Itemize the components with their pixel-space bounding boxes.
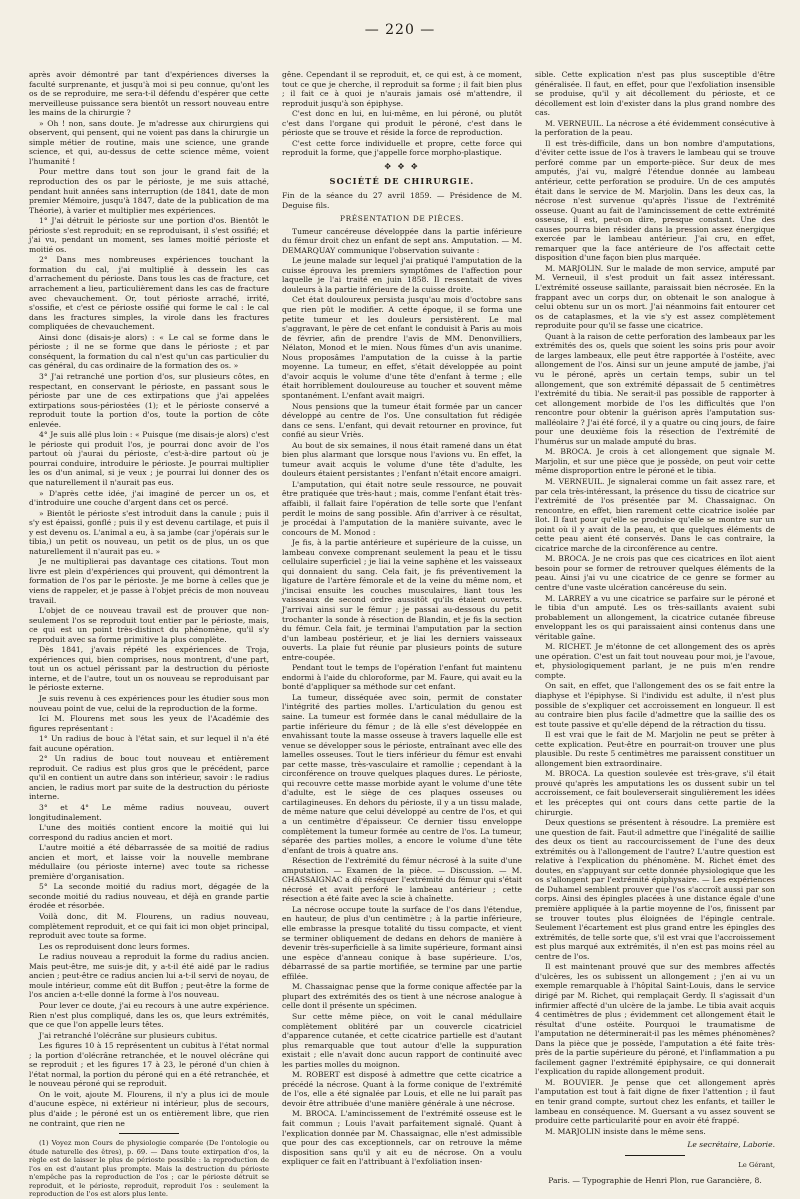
case-heading: Tumeur cancéreuse développée dans la partie inférieure du fémur droit chez un enfant de sept ans. Amputation. — M. DEMARQUAY communique l'observation suivante : <box>282 226 522 255</box>
paragraph: Je fis, à la partie antérieure et supérieure de la cuisse, un lambeau convexe comprenant seulement la peau et le tissu cellulaire superficiel ; je liai la veine saphène et les vaisseaux qui donnaient du sang. Cela fait, je fis préventivement la ligature de l'artère fémorale et de la veine du même nom, et j'incisai ensuite les couches musculaires, liant tous les vaisseaux de second ordre aussitôt qu'ils étaient ouverts. J'arrivai ainsi sur le fémur ; je passai au-dessous du petit trochanter la sonde à résection de Blandin, et je fis la section du fémur. Cela fait, je terminai l'amputation par la section d'un lambeau postérieur, et je liai les derniers vaisseaux ouverts. La plaie fut réunie par plusieurs points de suture entre-coupée. <box>282 538 522 662</box>
paragraph: M. BOUVIER. Je pense que cet allongement après l'amputation est tout à fait digne de fixer l'attention ; il faut en tenir grand compte, surtout chez les enfants, et tailler le lambeau en conséquence. M. Guersant a vu assez souvent se produire cette particularité pour en avoir été frappé. <box>535 1077 775 1126</box>
paragraph: Je ne multiplierai pas davantage ces citations. Tout mon livre est plein d'expériences qui prouvent, qui démontrent la formation de l'os par le périoste. Je me borne à celles que je viens de rappeler, et je passe à l'objet précis de mon nouveau travail. <box>29 557 269 605</box>
separator-rule <box>625 1155 685 1156</box>
paragraph: Il est très-difficile, dans un bon nombre d'amputations, d'éviter cette issue de l'os à travers le lambeau qui se trouve perforé comme par un emporte-pièce. Sur deux de mes amputés, j'ai vu, malgré l'étendue donnée au lambeau antérieur, cette perforation se produire. Un de ces amputés était dans le service de M. Marjolin. Dans les deux cas, la nécrose n'est survenue qu'après l'issue de l'extrémité osseuse. Quant au fait de l'amincissement de cette extrémité osseuse, il est, peut-on dire, presque constant. Une des causes pourra bien résider dans la pression assez énergique exercée par le lambeau antérieur. J'ai cru, en effet, remarquer que la face antérieure de l'os affectait cette disposition d'une façon bien plus marquée. <box>535 138 775 263</box>
paragraph: 2° Un radius de bouc tout nouveau et entièrement reproduit. Ce radius est plus gros que le précédent, parce qu'il en contient un autre dans son intérieur, savoir : le radius ancien, le radius mort par suite de la destruction du périoste interne. <box>29 754 269 802</box>
paragraph: M. MARJOLIN. Sur le malade de mon service, amputé par M. Verneuil, il s'est produit un fait assez intéressant. L'extrémité osseuse saillante, paraissait bien nécrosée. En la frappant avec un corps dur, on obtenait le son analogue à celui obtenu sur un os mort. J'ai néanmoins fait entourer cet os de cataplasmes, et la vie s'y est assez complètement reproduite pour qu'il se fasse une cicatrice. <box>535 263 775 331</box>
paragraph: La tumeur, disséquée avec soin, permit de constater l'intégrité des parties molles. L'articulation du genou est saine. La tumeur est formée dans le canal médullaire de la partie inférieure du fémur ; de là elle s'est développée en envahissant toute la masse osseuse à travers laquelle elle est venue se développer sous le périoste, entraînant avec elle des lamelles osseuses. Tout le tiers inférieur du fémur est envahi par cette masse, très-vasculaire et ramollie ; cependant à la circonférence on trouve quelques plaques dures. Le périoste, qui recouvre cette masse morbide ayant le volume d'une tête d'adulte, est le siège de ces plaques osseuses ou cartilagineuses. En dehors du périoste, il y a un tissu malade, de même nature que celui développé au centre de l'os, et qui a un centimètre d'épaisseur. Ce dernier tissu enveloppe complètement la tumeur formée au centre de l'os. La tumeur, séparée des parties molles, a encore le volume d'une tête d'enfant de trois à quatre ans. <box>282 692 522 855</box>
paragraph: L'une des moitiés contient encore la moitié qui lui correspond du radius ancien et mort. <box>29 823 269 842</box>
secretary-signature: Le secrétaire, Laborie. <box>687 1140 775 1150</box>
paragraph: M. MARJOLIN insiste dans le même sens. <box>545 1126 706 1136</box>
paragraph: Ici M. Flourens met sous les yeux de l'Académie des figures représentant : <box>29 714 269 733</box>
paragraph: Au bout de six semaines, il nous était ramené dans un état bien plus alarmant que lorsque nous l'avions vu. En effet, la tumeur avait acquis le volume d'une tête d'adulte, les douleurs étaient persistantes ; l'enfant n'était encore amaigri. <box>282 440 522 479</box>
paragraph: M. BROCA. Je crois à cet allongement que signale M. Marjolin, et sur une pièce que je possède, on peut voir cette même disproportion entre le péroné et le tibia. <box>535 447 775 476</box>
ornament-divider: ✥ ✥ ✥ <box>384 161 420 171</box>
column-right <box>535 70 775 1186</box>
paragraph: L'objet de ce nouveau travail est de prouver que non-seulement l'os se reproduit tout entier par le périoste, mais, ce qui est un point très-distinct du phénomène, qu'il s'y reproduit avec sa forme primitive la plus complète. <box>29 606 269 644</box>
paragraph: On sait, en effet, que l'allongement des os se fait entre la diaphyse et l'épiphyse. Si l'individu est adulte, il n'est plus possible de s'expliquer cet accroissement en longueur. Il est au contraire bien plus facile d'admettre que la saillie des os est toute passive et qu'elle dépend de la rétraction du tissu. <box>535 681 775 729</box>
case-heading: Résection de l'extrémité du fémur nécrosé à la suite d'une amputation. — Examen de la pièce. — Discussion. — M. CHASSAIGNAC a dû réséquer l'extrémité du fémur qui s'était nécrosé et avait perforé le lambeau antérieur ; cette résection a été faite avec la scie à chaînette. <box>282 856 522 904</box>
column-middle <box>282 70 522 1167</box>
paragraph: M. BROCA. L'amincissement de l'extrémité osseuse est le fait commun ; Louis l'avait parfaitement signalé. Quant à l'explication donnée par M. Chassaignac, elle n'est admissible que pour des cas exceptionnels, car on retrouve la même disposition sans qu'il y ait eu de nécrose. On a voulu expliquer ce fait en l'attribuant à l'exfoliation insen- <box>282 1109 522 1167</box>
paragraph: Il est maintenant prouvé que sur des membres affectés d'ulcères, les os subissent un allongement ; j'en ai vu un exemple remarquable à l'hôpital Saint-Louis, dans le service dirigé par M. Richet, qui remplaçait Gerdy. Il s'agissait d'un infirmier affecté d'un ulcère de la jambe. Le tibia avait acquis 4 centimètres de plus ; évidemment cet allongement était le résultat d'une ostéite. Pourquoi le traumatisme de l'amputation ne déterminerait-il pas les mêmes phénomènes? Dans la pièce que je possède, l'amputation a été faite très-près de la partie supérieure du péroné, et l'inflammation a pu facilement gagner l'extrémité épiphysaire, ce qui donnerait l'explication du rapide allongement produit. <box>535 962 775 1077</box>
paragraph: » D'après cette idée, j'ai imaginé de percer un os, et d'introduire une couche d'argent dans cet os percé. <box>29 488 269 508</box>
paragraph: On le voit, ajoute M. Flourens, il n'y a plus ici de moule d'aucune espèce, ni extérieur ni intérieur, plus de secours, plus d'aide ; le péroné est un os entièrement libre, que rien ne contraint, que rien ne <box>29 1089 269 1128</box>
paragraph: » Oh ! non, sans doute. Je m'adresse aux chirurgiens qui observent, qui pensent, qui ne voient pas dans la chirurgie un simple métier de routine, mais une science, une grande science, et qui, au-dessus de cette science même, voient l'humanité ! <box>29 118 269 166</box>
paragraph: M. VERNEUIL. Je signalerai comme un fait assez rare, et par cela très-intéressant, la présence du tissu de cicatrice sur l'extrémité de l'os présentée par M. Chassaignac. On rencontre, en effet, bien rarement cette cicatrice isolée par îlot. Il faut pour qu'elle se produise qu'elle se montre sur un point où il y avait de la peau, et que quelques éléments de cette peau aient été conservés. Dans le cas contraire, la cicatrice marche de la circonférence au centre. <box>535 476 775 553</box>
paragraph: La nécrose occupe toute la surface de l'os dans l'étendue, en hauteur, de plus d'un centimètre ; à la partie inférieure, elle embrasse la presque totalité du tissu compacte, et vient se terminer obliquement de dedans en dehors de manière à devenir très-superficielle à sa limite supérieure, formant ainsi une espèce d'anneau conique à base supérieure. L'os, débarrassé de sa partie mortifiée, se termine par une partie effilée. <box>282 904 522 981</box>
paragraph: M. Chassaignac pense que la forme conique affectée par la plupart des extrémités des os tient à une nécrose analogue à celle dont il présente un spécimen. <box>282 982 522 1011</box>
paragraph: Pour lever ce doute, j'ai eu recours à une autre expérience. Rien n'est plus compliqué, dans les os, que leurs extrémités, que ce que l'on appelle leurs têtes. <box>29 1000 269 1030</box>
paragraph: Voilà donc, dit M. Flourens, un radius nouveau, complètement reproduit, et ce qui fait ici mon objet principal, reproduit avec toute sa forme. <box>29 912 269 941</box>
paragraph: M. VERNEUIL. La nécrose a été évidemment consécutive à la perforation de la peau. <box>535 118 775 138</box>
paragraph: L'amputation, qui était notre seule ressource, ne pouvait être pratiquée que très-haut ; mais, comme l'enfant était très-affaibli, il fallait faire l'opération de telle sorte que l'enfant perdît le moins de sang possible. Afin d'arriver à ce résultat, je procédai à l'amputation de la manière suivante, avec le concours de M. Monod : <box>282 479 522 537</box>
gerant-label: Le Gérant, <box>738 1160 775 1169</box>
paragraph: 2° Dans mes nombreuses expériences touchant la formation du cal, j'ai multiplié à dessein les cas d'arrachement du périoste. Dans tous les cas de fracture, cet arrachement a lieu, particulièrement dans les cas de fracture avec chevauchement. Or, tout périoste arraché, irrité, s'ossifie, et c'est ce périoste ossifié qui forme le cal : le cal dans les fractures simples, la virole dans les fractures compliquées de chevauchement. <box>29 255 269 332</box>
paragraph: Sur cette même pièce, on voit le canal médullaire complètement oblitéré par un couvercle cicatriciel d'apparence cutanée, et cette cicatrice partielle est d'autant plus remarquable que tout autour d'elle la suppuration existait ; elle n'avait donc aucun rapport de continuité avec les parties molles du moignon. <box>282 1011 522 1069</box>
paragraph: Les figures 10 à 15 représentent un cubitus à l'état normal ; la portion d'olécrâne retranchée, et le nouvel olécrâne qui se reproduit ; et les figures 17 à 23, le péroné d'un chien à l'état normal, la portion du péroné qui en a été retranchée, et le nouveau péroné qui se reproduit. <box>29 1041 269 1089</box>
paragraph: 1° Un radius de bouc à l'état sain, et sur lequel il n'a été fait aucune opération. <box>29 734 269 753</box>
paragraph: 1° J'ai détruit le périoste sur une portion d'os. Bientôt le périoste s'est reproduit; en se reproduisant, il s'est ossifié; et j'ai vu, pendant un moment, ses lames moitié périoste et moitié os. <box>29 216 269 254</box>
paragraph: Dès 1841, j'avais répété les expériences de Troja, expériences qui, bien comprises, nous montrent, d'une part, tout un os actuel périssant par la destruction du périoste interne, et de l'autre, tout un os nouveau se reproduisant par le périoste externe. <box>29 645 269 693</box>
paragraph: 3° et 4° Le même radius nouveau, ouvert longitudinalement. <box>29 803 269 822</box>
printer-imprint: Paris. — Typographie de Henri Plon, rue Garancière, 8. <box>548 1176 762 1186</box>
paragraph: gêne. Cependant il se reproduit, et, ce qui est, à ce moment, tout ce que je cherche, il reproduit sa forme ; il fait bien plus ; il fait ce à quoi je n'aurais jamais osé m'attendre, il reproduit jusqu'à son épiphyse. <box>282 70 522 108</box>
paragraph: Ainsi donc (disais-je alors) : « Le cal se forme dans le périoste ; il ne se forme que dans le périoste ; et par conséquent, la formation du cal n'est qu'un cas particulier du cas général, du cas ordinaire de la formation des os. » <box>29 332 269 371</box>
paragraph: M. LARREY a vu une cicatrice se parfaire sur le péroné et le tibia d'un amputé. Les os très-saillants avaient subi probablement un allongement, la cicatrice cutanée fibreuse enveloppant les os qui paraissaient ainsi contenus dans une véritable gaîne. <box>535 593 775 641</box>
paragraph: Deux questions se présentent à résoudre. La première est une question de fait. Faut-il admettre que l'inégalité de saillie des deux os tient au raccourcissement de l'une des deux extrémités ou à l'allongement de l'autre? L'autre question est relative à l'explication du phénomène. M. Richet émet des doutes, en s'appuyant sur cette donnée physiologique que les os s'allongent par l'extrémité épiphysaire. — Les expériences de Duhamel semblent prouver que l'os s'accroît aussi par son corps. Ainsi des épingles placées à une distance égale d'une première appliquée à la partie moyenne de l'os, finissent par se trouver toutes plus éloignées de l'épingle centrale. Seulement l'écartement est plus grand entre les épingles des extrémités, de telle sorte que, s'il est vrai que l'accroissement est plus marqué aux extrémités, il n'en est pas moins réel au centre de l'os. <box>535 818 775 961</box>
paragraph: 3° J'ai retranché une portion d'os, sur plusieurs côtes, en respectant, en conservant le périoste, en passant sous le périoste par une de ces extirpations que j'ai appelées extirpations sous-périostées (1); et le périoste conservé a reproduit toute la portion d'os, toute la portion de côte enlevée. <box>29 371 269 429</box>
paragraph: Il est vrai que le fait de M. Marjolin ne peut se prêter à cette explication. Peut-être en pourrait-on trouver une plus plausible. Du reste 5 centimètres me paraissent constituer un allongement bien extraordinaire. <box>535 730 775 768</box>
paragraph: après avoir démontré par tant d'expériences diverses la faculté surprenante, et jusqu'à moi si peu connue, qu'ont les os de se reproduire, me sera-t-il défendu d'espérer que cette merveilleuse puissance sera bientôt un ressort nouveau entre les mains de la chirurgie ? <box>29 70 269 118</box>
paragraph: 5° La seconde moitié du radius mort, dégagée de la seconde moitié du radius nouveau, et déjà en grande partie érodée et résorbée. <box>29 882 269 911</box>
paragraph: M. BROCA. La question soulevée est très-grave, s'il était prouvé qu'après les amputations les os dussent subir un tel accroissement, ce fait bouleverserait singulièrement les idées et les préceptes qui ont cours dans cette partie de la chirurgie. <box>535 769 775 817</box>
paragraph: 4° Je suis allé plus loin : « Puisque (me disais-je alors) c'est le périoste qui produit l'os, je pourrai donc avoir de l'os partout où j'aurai du périoste, c'est-à-dire partout où je pourrai conduire, introduire le périoste. Je pourrai multiplier les os d'un animal, si je veux ; je pourrai lui donner des os que naturellement il n'aurait pas eus. <box>29 430 269 487</box>
paragraph: L'autre moitié a été débarrassée de sa moitié de radius ancien et mort, et laisse voir la nouvelle membrane médullaire (ou périoste interne) avec toute sa richesse première d'organisation. <box>29 843 269 881</box>
paragraph: M. ROBERT est disposé à admettre que cette cicatrice a précédé la nécrose. Quant à la forme conique de l'extrémité de l'os, elle a été signalée par Louis, et elle ne lui paraît pas devoir être attribuée d'une manière générale à une nécrose. <box>282 1070 522 1108</box>
paragraph: Cet état douloureux persista jusqu'au mois d'octobre sans que rien pût le modifier. A cette époque, il se forma une petite tumeur et les douleurs persistèrent. Le mal s'aggravant, le père de cet enfant le conduisit à Paris au mois de février, afin de prendre l'avis de MM. Denonvilliers, Nélaton, Monod et le mien. Nous fûmes d'un avis unanime. Nous proposâmes l'amputation de la cuisse à la partie moyenne. La tumeur, en effet, s'était développée au point d'avoir acquis le volume d'une tête d'enfant à terme ; elle était horriblement douloureuse au toucher et souvent même spontanément. L'enfant avait maigri. <box>282 295 522 400</box>
column-left <box>29 70 269 1199</box>
paragraph: Nous pensions que la tumeur était formée par un cancer développé au centre de l'os. Une consultation fut rédigée dans ce sens. L'enfant, qui devait retourner en province, fut confié au sieur Vriès. <box>282 401 522 440</box>
section-title: SOCIÉTÉ DE CHIRURGIE. <box>329 176 475 187</box>
footnote: (1) Voyez mon Cours de physiologie comparée (De l'ontologie ou étude naturelle des êtres), p. 69. — Dans toute extirpation d'os, la règle est de laisser le plus de périoste possible : la reproduction de l'os en est d'autant plus prompte. Mais la destruction du périoste n'empêche pas la reproduction de l'os ; car le périoste détruit se reproduit, et le périoste, reproduit, reproduit l'os : seulement la reproduction de l'os est alors plus lente. <box>29 1139 269 1199</box>
paragraph: Le radius nouveau a reproduit la forme du radius ancien. Mais peut-être, me suis-je dit, y a-t-il été aidé par le radius ancien ; peut-être ce radius ancien lui a-t-il servi de noyau, de moule intérieur, comme eût dit Buffon ; peut-être la forme de l'os ancien a-t-elle donné la forme à l'os nouveau. <box>29 952 269 1000</box>
paragraph: sible. Cette explication n'est pas plus susceptible d'être généralisée. Il faut, en effet, pour que l'exfoliation insensible se produise, qu'il y ait décollement du périoste, et ce décollement est loin d'exister dans la plus grand nombre des cas. <box>535 70 775 118</box>
paragraph: » Bientôt le périoste s'est introduit dans la canule ; puis il s'y est épaissi, gonflé ; puis il y est devenu cartilage, et puis il y est devenu os. L'animal a eu, à sa jambe (car j'opérais sur le tibia,) un petit os nouveau, un petit os de plus, un os que naturellement il n'aurait pas eu. » <box>29 508 269 556</box>
page-number: — 220 — <box>364 22 436 38</box>
paragraph: Quant à la raison de cette perforation des lambeaux par les extrémités des os, quels que soient les soins pris pour avoir de larges lambeaux, elle peut être rapportée à l'ostéite, avec allongement de l'os. Ainsi sur un jeune amputé de jambe, j'ai vu le péroné, après un certain temps, subir un tel allongement, que son extrémité dépassait de 5 centimètres l'extrémité du tibia. Ne serait-il pas possible de rapporter à cet allongement morbide de l'os les difficultés que l'on rencontre pour obtenir la guérison après l'amputation sus-malléolaire ? J'ai été forcé, il y a quatre ou cinq jours, de faire pour une deuxième fois la résection de l'extrémité de l'humérus sur un malade amputé du bras. <box>535 331 775 446</box>
paragraph: C'est cette force individuelle et propre, cette force qui reproduit la forme, que j'appelle force morpho-plastique. <box>282 138 522 158</box>
paragraph: M. BROCA. Je ne crois pas que ces cicatrices en îlot aient besoin pour se former de retrouver quelques éléments de la peau. Ainsi j'ai vu une cicatrice de ce genre se former au centre d'une vaste ulcération cancéreuse du sein. <box>535 554 775 592</box>
paragraph: Les os reproduisent donc leurs formes. <box>39 941 190 951</box>
paragraph: Pour mettre dans tout son jour le grand fait de la reproduction des os par le périoste, je me suis attaché, pendant huit années sans interruption (de 1841, date de mon premier Mémoire, jusqu'à 1847, date de la publication de ma Théorie), à varier et multiplier mes expériences. <box>29 167 269 215</box>
paragraph: C'est donc en lui, en lui-même, en lui péroné, ou plutôt c'est dans l'organe qui produit le péroné, c'est dans le périoste que se trouve et réside la force de reproduction. <box>282 109 522 138</box>
session-line: Fin de la séance du 27 avril 1859. — Présidence de M. Deguise fils. <box>282 191 522 210</box>
paragraph: Le jeune malade sur lequel j'ai pratiqué l'amputation de la cuisse éprouva les premiers symptômes de l'affection pour laquelle je l'ai traité en juin 1858. Il ressentait de vives douleurs à la partie inférieure de la cuisse droite. <box>282 256 522 294</box>
footnote-rule <box>119 1133 179 1134</box>
paragraph: Je suis revenu à ces expériences pour les étudier sous mon nouveau point de vue, celui de la reproduction de la forme. <box>29 694 269 713</box>
subsection-title: PRÉSENTATION DE PIÈCES. <box>340 214 464 224</box>
paragraph: J'ai retranché l'olécrâne sur plusieurs cubitus. <box>39 1030 218 1040</box>
paragraph: M. RICHET. Je m'étonne de cet allongement des os après une opération. C'est un fait tout nouveau pour moi, je l'avoue, et, physiologiquement parlant, je ne puis m'en rendre compte. <box>535 642 775 680</box>
paragraph: Pendant tout le temps de l'opération l'enfant fut maintenu endormi à l'aide du chloroforme, par M. Faure, qui avait eu la bonté d'appliquer sa méthode sur cet enfant. <box>282 663 522 692</box>
